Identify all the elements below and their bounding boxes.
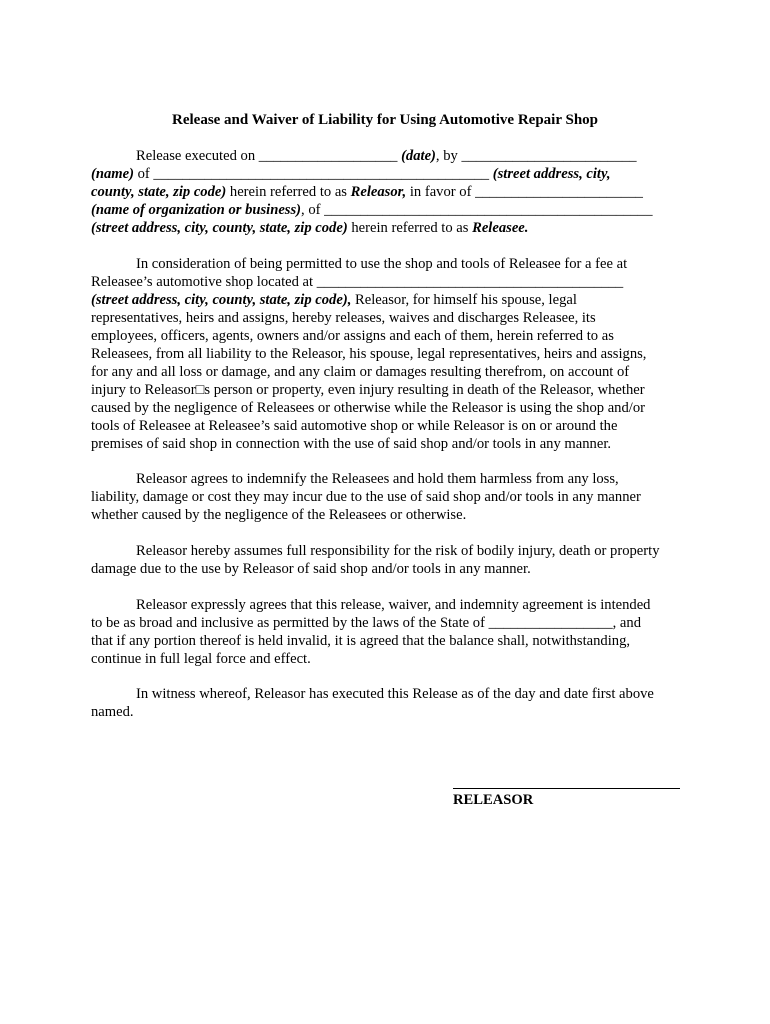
p5-line-4: continue in full legal force and effect.	[91, 651, 311, 667]
text-run: herein referred to as	[226, 184, 351, 200]
date-label: (date)	[401, 148, 436, 164]
p3-line-2: liability, damage or cost they may incur due to the use of said shop and/or tools in any manner	[91, 489, 641, 505]
releasor-term: Releasor,	[350, 184, 407, 200]
releasee-term: Releasee.	[472, 220, 529, 236]
p2-line-10: tools of Releasee at Releasee’s said automotive shop or while Releasor is on or around the	[91, 418, 618, 434]
p6-line-2: named.	[91, 704, 134, 720]
address-label: (street address, city,	[492, 166, 611, 182]
text-run: , of _____________________________________________	[301, 202, 653, 218]
text-run: herein referred to as	[347, 220, 473, 236]
p2-line-5: employees, officers, agents, owners and/or assigns and each of them, herein referred to as	[91, 328, 614, 344]
releasor-signature-label: RELEASOR	[453, 792, 534, 808]
text-run: Release executed on ___________________	[136, 148, 402, 164]
p4-line-2: damage due to the use by Releasor of said shop and/or tools in any manner.	[91, 561, 531, 577]
text-run: of ______________________________________________	[133, 166, 493, 182]
document-title: Release and Waiver of Liability for Using Automotive Repair Shop	[172, 112, 598, 128]
p4-line-1: Releasor hereby assumes full responsibility for the risk of bodily injury, death or property	[136, 543, 660, 559]
p2-line-11: premises of said shop in connection with the use of said shop and/or tools in any manner.	[91, 436, 612, 452]
p1-line-3	[91, 183, 643, 201]
p2-line-7: for any and all loss or damage, and any claim or damages resulting therefrom, on account of	[91, 364, 630, 380]
address-label-cont: county, state, zip code)	[91, 184, 227, 200]
p6-line-1: In witness whereof, Releasor has executed this Release as of the day and date first above	[136, 686, 654, 702]
p2-line-3	[91, 291, 577, 309]
p2-line-9: caused by the negligence of Releasees or otherwise while the Releasor is using the shop and/or	[91, 400, 645, 416]
p2-line-6: Releasees, from all liability to the Releasor, his spouse, legal representatives, heirs and assigns,	[91, 346, 647, 362]
p5-line-1: Releasor expressly agrees that this release, waiver, and indemnity agreement is intended	[136, 597, 651, 613]
p3-line-1: Releasor agrees to indemnify the Releasees and hold them harmless from any loss,	[136, 471, 619, 487]
p2-line-4: representatives, heirs and assigns, hereby releases, waives and discharges Releasee, its	[91, 310, 596, 326]
signature-line	[453, 788, 680, 789]
p5-line-3: that if any portion thereof is held invalid, it is agreed that the balance shall, notwithstanding,	[91, 633, 631, 649]
text-run: , by ________________________	[435, 148, 637, 164]
p1-line-1	[136, 147, 637, 165]
p3-line-3: whether caused by the negligence of the Releasees or otherwise.	[91, 507, 467, 523]
p2-line-1: In consideration of being permitted to use the shop and tools of Releasee for a fee at	[136, 256, 628, 272]
text-run: Releasor, for himself his spouse, legal	[351, 292, 577, 308]
p2-line-2: Releasee’s automotive shop located at __________________________________________	[91, 274, 624, 290]
p2-line-8: injury to Releasor□s person or property, even injury resulting in death of the Releasor, whether	[91, 382, 645, 398]
address-label: (street address, city, county, state, zip code)	[91, 220, 348, 236]
organization-label: (name of organization or business)	[91, 202, 302, 218]
name-label: (name)	[91, 166, 134, 182]
p1-line-4	[91, 201, 653, 219]
p1-line-2	[91, 165, 611, 183]
text-run: in favor of _______________________	[406, 184, 643, 200]
p5-line-2: to be as broad and inclusive as permitted by the laws of the State of _________________, and	[91, 615, 641, 631]
address-label: (street address, city, county, state, zip code),	[91, 292, 352, 308]
p1-line-5	[91, 219, 528, 237]
